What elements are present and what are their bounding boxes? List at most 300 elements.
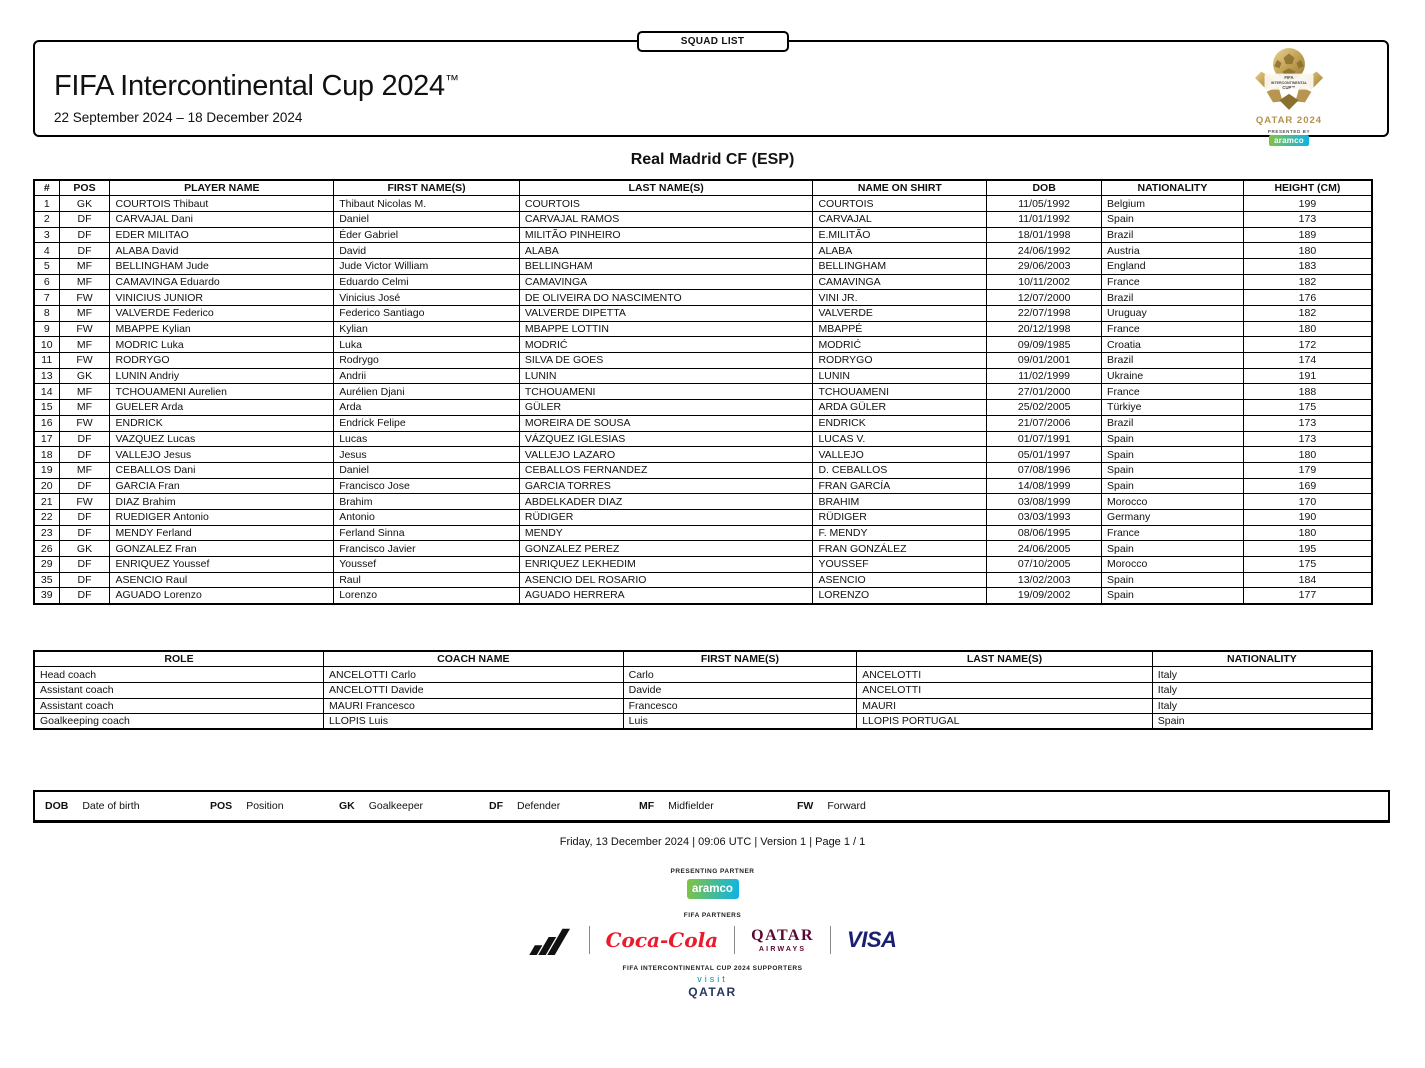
table-cell: GK <box>59 541 110 557</box>
table-cell: BRAHIM <box>813 494 987 510</box>
page-footer <box>0 836 1425 998</box>
table-cell: 26 <box>34 541 59 557</box>
table-cell: 180 <box>1243 447 1372 463</box>
table-cell: Kylian <box>334 321 520 337</box>
table-cell: 169 <box>1243 478 1372 494</box>
table-cell: 5 <box>34 258 59 274</box>
table-cell: ENDRICK <box>813 415 987 431</box>
table-cell: France <box>1102 384 1244 400</box>
table-row <box>34 400 1372 416</box>
table-cell: TCHOUAMENI Aurelien <box>110 384 334 400</box>
table-cell: Carlo <box>623 667 857 683</box>
table-cell: Brazil <box>1102 290 1244 306</box>
table-cell: COURTOIS <box>813 196 987 212</box>
squad-table <box>33 179 1373 605</box>
table-cell: 11/01/1992 <box>987 211 1102 227</box>
table-cell: MAURI Francesco <box>324 698 624 714</box>
table-cell: Andrii <box>334 368 520 384</box>
table-cell: MBAPPÉ <box>813 321 987 337</box>
table-cell: YOUSSEF <box>813 557 987 573</box>
legend-label: Position <box>246 800 284 812</box>
table-cell: Morocco <box>1102 494 1244 510</box>
squad-list-tab-label: SQUAD LIST <box>680 36 745 47</box>
table-cell: Daniel <box>334 462 520 478</box>
table-cell: F. MENDY <box>813 525 987 541</box>
column-header: LAST NAME(S) <box>857 651 1153 667</box>
table-cell: Eduardo Celmi <box>334 274 520 290</box>
table-cell: RÜDIGER <box>813 509 987 525</box>
table-cell: 3 <box>34 227 59 243</box>
column-header: NATIONALITY <box>1152 651 1372 667</box>
table-cell: France <box>1102 274 1244 290</box>
table-cell: TCHOUAMENI <box>519 384 813 400</box>
table-cell: MF <box>59 462 110 478</box>
table-cell: VALLEJO <box>813 447 987 463</box>
emblem-text-cup: CUP™ <box>1282 84 1296 90</box>
table-row <box>34 321 1372 337</box>
table-cell: CEBALLOS FERNANDEZ <box>519 462 813 478</box>
table-cell: Assistant coach <box>34 682 324 698</box>
table-cell: 10/11/2002 <box>987 274 1102 290</box>
table-row <box>34 431 1372 447</box>
table-cell: COURTOIS Thibaut <box>110 196 334 212</box>
legend-box <box>33 790 1390 823</box>
table-cell: 29 <box>34 557 59 573</box>
table-cell: GONZALEZ Fran <box>110 541 334 557</box>
table-cell: Federico Santiago <box>334 306 520 322</box>
legend-abbr: FW <box>797 800 814 812</box>
legend-item <box>797 800 866 812</box>
table-cell: DF <box>59 447 110 463</box>
table-cell: 190 <box>1243 509 1372 525</box>
table-cell: FW <box>59 353 110 369</box>
table-cell: CEBALLOS Dani <box>110 462 334 478</box>
table-cell: 172 <box>1243 337 1372 353</box>
table-cell: Brazil <box>1102 353 1244 369</box>
table-cell: 182 <box>1243 306 1372 322</box>
presenting-partner-label: PRESENTING PARTNER <box>670 868 755 875</box>
table-row <box>34 588 1372 604</box>
table-cell: David <box>334 243 520 259</box>
legend-abbr: DOB <box>45 800 69 812</box>
table-cell: LLOPIS Luis <box>324 714 624 730</box>
table-cell: MF <box>59 258 110 274</box>
table-cell: 4 <box>34 243 59 259</box>
table-cell: Spain <box>1102 447 1244 463</box>
table-cell: Francesco <box>623 698 857 714</box>
table-cell: ENDRICK <box>110 415 334 431</box>
table-cell: MBAPPE Kylian <box>110 321 334 337</box>
table-cell: 1 <box>34 196 59 212</box>
column-header: ROLE <box>34 651 324 667</box>
table-cell: 191 <box>1243 368 1372 384</box>
table-cell: 9 <box>34 321 59 337</box>
column-header: # <box>34 180 59 196</box>
emblem-text-fifa: FIFA <box>1284 75 1294 80</box>
table-cell: Spain <box>1102 478 1244 494</box>
table-cell: LORENZO <box>813 588 987 604</box>
table-cell: AGUADO Lorenzo <box>110 588 334 604</box>
table-cell: 24/06/1992 <box>987 243 1102 259</box>
table-cell: 8 <box>34 306 59 322</box>
table-cell: Italy <box>1152 667 1372 683</box>
page-title: FIFA Intercontinental Cup 2024™ <box>54 70 459 102</box>
coca-cola-logo: Coca-Cola <box>605 928 719 952</box>
table-cell: 27/01/2000 <box>987 384 1102 400</box>
table-cell: 180 <box>1243 321 1372 337</box>
legend-item <box>210 800 339 812</box>
table-cell: CARVAJAL Dani <box>110 211 334 227</box>
table-cell: Endrick Felipe <box>334 415 520 431</box>
presented-by-label: PRESENTED BY <box>1267 129 1311 134</box>
table-cell: 189 <box>1243 227 1372 243</box>
table-cell: FRAN GONZÁLEZ <box>813 541 987 557</box>
table-cell: 177 <box>1243 588 1372 604</box>
table-cell: Arda <box>334 400 520 416</box>
table-cell: Daniel <box>334 211 520 227</box>
aramco-logo <box>687 879 739 899</box>
table-cell: Spain <box>1102 588 1244 604</box>
visit-qatar-line1: visit <box>697 974 728 984</box>
table-cell: Spain <box>1102 572 1244 588</box>
table-cell: GONZALEZ PEREZ <box>519 541 813 557</box>
table-cell: Uruguay <box>1102 306 1244 322</box>
table-row <box>34 541 1372 557</box>
table-cell: LLOPIS PORTUGAL <box>857 714 1153 730</box>
table-cell: 13/02/2003 <box>987 572 1102 588</box>
table-cell: Jesus <box>334 447 520 463</box>
table-cell: 03/08/1999 <box>987 494 1102 510</box>
table-row <box>34 525 1372 541</box>
table-cell: VALVERDE Federico <box>110 306 334 322</box>
table-cell: MENDY <box>519 525 813 541</box>
table-row <box>34 478 1372 494</box>
table-cell: AGUADO HERRERA <box>519 588 813 604</box>
partner-divider <box>589 926 590 954</box>
table-cell: VÁZQUEZ IGLESIAS <box>519 431 813 447</box>
table-cell: 6 <box>34 274 59 290</box>
table-cell: 05/01/1997 <box>987 447 1102 463</box>
visit-qatar-line2: QATAR <box>688 985 737 999</box>
table-cell: RODRYGO <box>813 353 987 369</box>
legend-abbr: POS <box>210 800 233 812</box>
table-cell: 10 <box>34 337 59 353</box>
legend-item <box>489 800 639 812</box>
table-cell: MODRIĆ <box>519 337 813 353</box>
aramco-logo-text: aramco <box>692 883 733 895</box>
table-cell: France <box>1102 525 1244 541</box>
table-cell: GÜLER <box>519 400 813 416</box>
aramco-logo-small <box>1269 135 1309 146</box>
table-cell: DF <box>59 227 110 243</box>
table-row <box>34 274 1372 290</box>
table-cell: Luka <box>334 337 520 353</box>
table-cell: DF <box>59 557 110 573</box>
table-row <box>34 572 1372 588</box>
qatar-airways-line1: QATAR <box>751 926 815 944</box>
table-cell: ANCELOTTI <box>857 682 1153 698</box>
table-cell: DE OLIVEIRA DO NASCIMENTO <box>519 290 813 306</box>
table-row <box>34 447 1372 463</box>
table-cell: Brazil <box>1102 227 1244 243</box>
table-cell: 180 <box>1243 243 1372 259</box>
table-cell: ANCELOTTI Davide <box>324 682 624 698</box>
legend-label: Goalkeeper <box>368 800 424 812</box>
table-cell: Brahim <box>334 494 520 510</box>
table-row <box>34 415 1372 431</box>
table-cell: CARVAJAL RAMOS <box>519 211 813 227</box>
table-cell: 11/05/1992 <box>987 196 1102 212</box>
legend-abbr: MF <box>639 800 655 812</box>
table-row <box>34 290 1372 306</box>
table-cell: COURTOIS <box>519 196 813 212</box>
table-cell: MODRIĆ <box>813 337 987 353</box>
table-cell: DIAZ Brahim <box>110 494 334 510</box>
table-cell: DF <box>59 211 110 227</box>
table-cell: ANCELOTTI <box>857 667 1153 683</box>
table-cell: Goalkeeping coach <box>34 714 324 730</box>
fifa-partners-row <box>529 924 897 956</box>
table-cell: Morocco <box>1102 557 1244 573</box>
table-cell: France <box>1102 321 1244 337</box>
table-cell: MF <box>59 274 110 290</box>
table-cell: CAMAVINGA Eduardo <box>110 274 334 290</box>
table-cell: 08/06/1995 <box>987 525 1102 541</box>
table-cell: DF <box>59 478 110 494</box>
table-cell: 11/02/1999 <box>987 368 1102 384</box>
table-row <box>34 196 1372 212</box>
column-header: DOB <box>987 180 1102 196</box>
document-meta: Friday, 13 December 2024 | 09:06 UTC | Version 1 | Page 1 / 1 <box>559 836 866 848</box>
table-cell: 09/09/1985 <box>987 337 1102 353</box>
legend-item <box>639 800 797 812</box>
table-cell: Luis <box>623 714 857 730</box>
table-cell: D. CEBALLOS <box>813 462 987 478</box>
table-cell: GARCIA TORRES <box>519 478 813 494</box>
table-cell: 179 <box>1243 462 1372 478</box>
legend-label: Forward <box>827 800 866 812</box>
table-cell: 03/03/1993 <box>987 509 1102 525</box>
table-cell: 21 <box>34 494 59 510</box>
table-cell: MF <box>59 337 110 353</box>
table-row <box>34 243 1372 259</box>
table-cell: GK <box>59 196 110 212</box>
table-cell: ASENCIO DEL ROSARIO <box>519 572 813 588</box>
table-cell: 184 <box>1243 572 1372 588</box>
table-cell: Rodrygo <box>334 353 520 369</box>
table-cell: 24/06/2005 <box>987 541 1102 557</box>
table-cell: 183 <box>1243 258 1372 274</box>
table-cell: Éder Gabriel <box>334 227 520 243</box>
table-cell: 21/07/2006 <box>987 415 1102 431</box>
legend-label: Defender <box>517 800 561 812</box>
table-cell: Ukraine <box>1102 368 1244 384</box>
table-row <box>34 337 1372 353</box>
team-title: Real Madrid CF (ESP) <box>630 151 795 168</box>
legend-abbr: DF <box>489 800 503 812</box>
table-cell: 170 <box>1243 494 1372 510</box>
table-cell: BELLINGHAM <box>813 258 987 274</box>
table-cell: Belgium <box>1102 196 1244 212</box>
visit-qatar-logo <box>688 975 736 998</box>
table-cell: LUNIN Andriy <box>110 368 334 384</box>
column-header: PLAYER NAME <box>110 180 334 196</box>
table-cell: 195 <box>1243 541 1372 557</box>
table-cell: 19 <box>34 462 59 478</box>
table-cell: 20 <box>34 478 59 494</box>
table-row <box>34 509 1372 525</box>
table-row <box>34 682 1372 698</box>
table-cell: GUELER Arda <box>110 400 334 416</box>
table-cell: Austria <box>1102 243 1244 259</box>
table-cell: Italy <box>1152 682 1372 698</box>
table-cell: RÜDIGER <box>519 509 813 525</box>
table-row <box>34 227 1372 243</box>
table-cell: Raul <box>334 572 520 588</box>
column-header: NAME ON SHIRT <box>813 180 987 196</box>
table-cell: Aurélien Djani <box>334 384 520 400</box>
table-cell: Lucas <box>334 431 520 447</box>
table-cell: ENRIQUEZ Youssef <box>110 557 334 573</box>
legend-label: Midfielder <box>668 800 714 812</box>
table-cell: 35 <box>34 572 59 588</box>
table-cell: DF <box>59 243 110 259</box>
table-row <box>34 368 1372 384</box>
header-text <box>54 42 459 135</box>
tournament-date-range: 22 September 2024 – 18 December 2024 <box>54 110 303 125</box>
table-cell: MF <box>59 306 110 322</box>
qatar-2024-label: QATAR 2024 <box>1255 115 1323 126</box>
table-cell: RODRYGO <box>110 353 334 369</box>
table-cell: ANCELOTTI Carlo <box>324 667 624 683</box>
table-cell: England <box>1102 258 1244 274</box>
table-cell: ALABA <box>813 243 987 259</box>
table-cell: Italy <box>1152 698 1372 714</box>
table-cell: Brazil <box>1102 415 1244 431</box>
table-cell: 01/07/1991 <box>987 431 1102 447</box>
table-cell: DF <box>59 509 110 525</box>
table-cell: Lorenzo <box>334 588 520 604</box>
fifa-partners-label: FIFA PARTNERS <box>683 912 742 919</box>
table-cell: BELLINGHAM <box>519 258 813 274</box>
table-cell: DF <box>59 572 110 588</box>
table-cell: 13 <box>34 368 59 384</box>
table-cell: EDER MILITAO <box>110 227 334 243</box>
table-cell: Ferland Sinna <box>334 525 520 541</box>
table-cell: Spain <box>1152 714 1372 730</box>
table-cell: VINI JR. <box>813 290 987 306</box>
table-cell: Davide <box>623 682 857 698</box>
table-cell: Türkiye <box>1102 400 1244 416</box>
legend-label: Date of birth <box>82 800 140 812</box>
header-box <box>33 40 1389 145</box>
column-header: NATIONALITY <box>1102 180 1244 196</box>
supporters-label: FIFA INTERCONTINENTAL CUP 2024 SUPPORTERS <box>622 965 803 972</box>
table-cell: ALABA <box>519 243 813 259</box>
table-cell: Jude Victor William <box>334 258 520 274</box>
table-cell: 173 <box>1243 415 1372 431</box>
qatar-airways-line2: AIRWAYS <box>758 945 807 953</box>
squad-list-tab <box>637 31 789 52</box>
table-cell: 175 <box>1243 400 1372 416</box>
table-cell: CAMAVINGA <box>813 274 987 290</box>
table-cell: Francisco Jose <box>334 478 520 494</box>
table-cell: FRAN GARCÍA <box>813 478 987 494</box>
table-cell: LUCAS V. <box>813 431 987 447</box>
table-cell: 16 <box>34 415 59 431</box>
table-cell: MENDY Ferland <box>110 525 334 541</box>
partner-divider <box>734 926 735 954</box>
table-cell: 18/01/1998 <box>987 227 1102 243</box>
coach-table <box>33 650 1373 730</box>
table-row <box>34 667 1372 683</box>
table-cell: Spain <box>1102 431 1244 447</box>
table-cell: GARCIA Fran <box>110 478 334 494</box>
table-cell: Vinicius José <box>334 290 520 306</box>
table-cell: Antonio <box>334 509 520 525</box>
column-header: POS <box>59 180 110 196</box>
table-cell: CAMAVINGA <box>519 274 813 290</box>
table-cell: 7 <box>34 290 59 306</box>
column-header: COACH NAME <box>324 651 624 667</box>
table-cell: 176 <box>1243 290 1372 306</box>
table-cell: 23 <box>34 525 59 541</box>
table-cell: 182 <box>1243 274 1372 290</box>
table-cell: 29/06/2003 <box>987 258 1102 274</box>
table-cell: LUNIN <box>813 368 987 384</box>
table-cell: ASENCIO <box>813 572 987 588</box>
table-cell: 12/07/2000 <box>987 290 1102 306</box>
table-cell: 07/08/1996 <box>987 462 1102 478</box>
partner-divider <box>830 926 831 954</box>
table-row <box>34 258 1372 274</box>
table-cell: TCHOUAMENI <box>813 384 987 400</box>
table-cell: 15 <box>34 400 59 416</box>
table-cell: 19/09/2002 <box>987 588 1102 604</box>
legend-abbr: GK <box>339 800 355 812</box>
table-cell: 14/08/1999 <box>987 478 1102 494</box>
table-cell: 25/02/2005 <box>987 400 1102 416</box>
table-row <box>34 353 1372 369</box>
column-header: FIRST NAME(S) <box>334 180 520 196</box>
table-row <box>34 306 1372 322</box>
qatar-airways-logo <box>751 928 814 953</box>
table-cell: VALLEJO LAZARO <box>519 447 813 463</box>
table-cell: 188 <box>1243 384 1372 400</box>
table-cell: ALABA David <box>110 243 334 259</box>
aramco-logo-small-text: aramco <box>1274 136 1304 145</box>
table-cell: 22 <box>34 509 59 525</box>
table-cell: VAZQUEZ Lucas <box>110 431 334 447</box>
table-cell: DF <box>59 525 110 541</box>
table-cell: VALVERDE DIPETTA <box>519 306 813 322</box>
table-cell: VINICIUS JUNIOR <box>110 290 334 306</box>
table-cell: Thibaut Nicolas M. <box>334 196 520 212</box>
table-cell: Spain <box>1102 462 1244 478</box>
trophy-emblem-icon <box>1250 46 1328 112</box>
tournament-logo <box>1241 42 1337 145</box>
table-cell: LUNIN <box>519 368 813 384</box>
table-cell: MBAPPE LOTTIN <box>519 321 813 337</box>
table-cell: VALLEJO Jesus <box>110 447 334 463</box>
table-cell: 14 <box>34 384 59 400</box>
table-cell: 18 <box>34 447 59 463</box>
table-cell: 09/01/2001 <box>987 353 1102 369</box>
column-header: HEIGHT (CM) <box>1243 180 1372 196</box>
table-cell: 39 <box>34 588 59 604</box>
table-cell: 180 <box>1243 525 1372 541</box>
table-row <box>34 384 1372 400</box>
